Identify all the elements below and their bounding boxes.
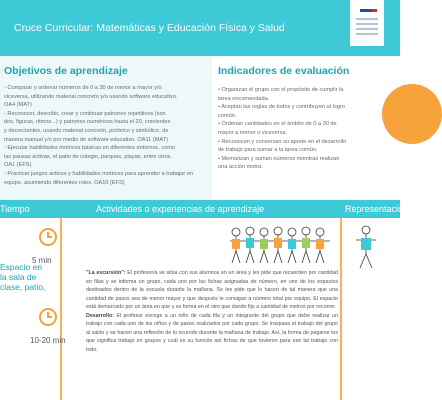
header-representation: Representación xyxy=(345,204,409,214)
time-value: 10-20 min xyxy=(30,336,66,345)
objective-line: - Comparar y ordenar números de 0 a 30 de menor a mayor y/o xyxy=(4,85,162,91)
indicator-line: • Reconocen y conservan su aporte en el desarrollo xyxy=(218,138,347,145)
indicator-line: una acción motriz. xyxy=(218,164,264,171)
header-activities: Actividades o experiencias de aprendizaje xyxy=(96,204,265,214)
indicator-line: tarea encomendada. xyxy=(218,95,270,102)
indicator-line: • Memorizan y suman números mientras realizan xyxy=(218,155,340,162)
indicator-line: • Aceptan las reglas de todos y contribuyen al logro xyxy=(218,104,345,111)
column-divider xyxy=(60,218,62,400)
decorative-orange-circle xyxy=(382,84,442,144)
place-text: Espacio en la sala de clase, patio, xyxy=(0,262,46,292)
time-value: 5 min xyxy=(32,256,52,265)
objective-line: las pausas activas, el patio de colegio, parques, playas, entre otros. xyxy=(4,153,172,160)
objective-line: OA1 (EFS) xyxy=(4,162,32,169)
objective-line: - Ejecutar habilidades motrices básicas en diferentes entornos, como xyxy=(4,145,176,152)
indicator-line: de trabajo para sumar a la tarea común. xyxy=(218,147,318,154)
header-time: Tiempo xyxy=(0,204,30,214)
indicator-line: común. xyxy=(218,112,237,119)
indicator-line: • Organizan el grupo con el propósito de cumplir la xyxy=(218,87,344,93)
indicators-list xyxy=(218,86,384,172)
indicators-title: Indicadores de evaluación xyxy=(218,65,350,77)
activity-description xyxy=(86,269,338,354)
representation-figure-illustration xyxy=(348,224,388,294)
objective-line: y decrecientes, usando material concreto, pictórico y simbólico, de xyxy=(4,127,169,134)
objective-line: equipo, asumiendo diferentes roles. OA10 (EFS) xyxy=(4,179,125,186)
column-divider xyxy=(340,218,342,400)
indicator-line: mayor a menor o viceversa. xyxy=(218,129,288,136)
objective-line: viceversa, utilizando material concreto y/o usando software educativo. xyxy=(4,93,178,100)
clock-icon xyxy=(39,308,57,326)
objectives-list xyxy=(4,84,208,187)
activity-title: "La excursión": xyxy=(86,270,126,276)
indicator-line: • Ordenan cantidades en el ámbito de 0 a 30 de xyxy=(218,121,337,128)
children-illustration xyxy=(226,223,336,269)
activity-paragraph: El profesor escoge a un niño de cada fila y un integrante del grupo que debe realizar un trabajo con cada uno de los niños y de pasos realizados por cada grupo. Se traspasa el trabajo del grupo al salón y se hacen una reflexión de lo ocurrido durante la mañana de trabajo. Así, la forma de pegarse los que significa trabajo en grupos y cuál es su función así fichas de que tuvieron para ese tal trabajo con todo. xyxy=(86,312,338,353)
activity-paragraph: El profesor/a se sitúa con sus alumnos en un área y les pide que recuerden por cantidad en filas y se informa un grupo, cada uno por las fichas asignadas de número, en uno de los espacios destinados dentro de la escuela durante la mañana. Se les pide que lo hacen de tal manera que una cantidad de pasos sea de menor mayor y que después le consigan a número total por equipo. El espacio está demarcado por un área en que y se forma en el otro que dando fijo a cantidad de metros por recorrer. xyxy=(86,270,338,310)
objective-line: OA4 (MAT) xyxy=(4,102,32,109)
clock-icon xyxy=(39,228,57,246)
objective-line: - Practicar juegos activos y habilidades motrices para aprender a trabajar en xyxy=(4,170,194,177)
ministry-logo xyxy=(350,0,384,46)
activity-subtitle: Desarrollo: xyxy=(86,312,114,319)
objectives-title: Objetivos de aprendizaje xyxy=(4,65,128,77)
objective-line: - Reconocer, describir, crear y continuar patrones repetitivos (son xyxy=(4,110,166,117)
objective-line: manera manual y/o por medio de software educativo. OA11 (MAT) xyxy=(4,136,168,143)
page-title: Cruce Curricular: Matemáticas y Educación Física y Salud xyxy=(14,22,285,34)
objective-line: dos, figuras, ritmos...) y patrones numéricos hasta el 20, crecientes xyxy=(4,119,171,126)
